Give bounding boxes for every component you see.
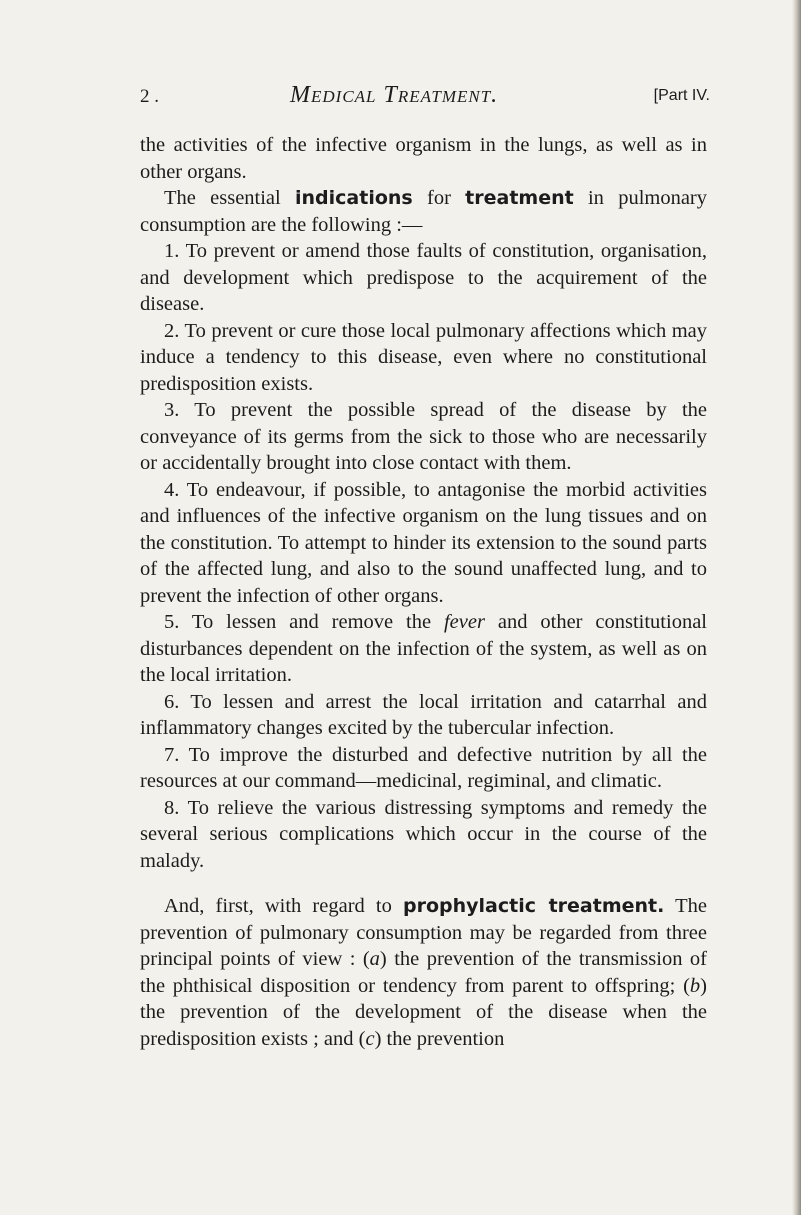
text-run: The essential: [164, 187, 295, 209]
list-item-7: 7. To improve the disturbed and defective nutrition by all the resources at our command—medicinal, regiminal, and climatic.: [140, 743, 707, 792]
bold-term-indications: indications: [295, 187, 413, 209]
text-run: in pulmonary consumption are the following :—: [140, 187, 708, 236]
body-text: [140, 132, 707, 1052]
text-run: ) the prevention of the transmission of the phthisical disposition or tendency from parent to offspring; (: [140, 948, 707, 997]
paragraph-prophylactic: [140, 893, 707, 1052]
running-header: [140, 82, 710, 112]
bold-term-treatment: treatment: [465, 187, 574, 209]
text-run: ) the prevention: [374, 1027, 505, 1050]
paragraph-indications: [140, 185, 707, 238]
list-item-2: 2. To prevent or cure those local pulmonary affections which may induce a tendency to this disease, even where no constitutional predisposition exists.: [140, 319, 707, 395]
part-label: [Part IV.: [653, 87, 710, 104]
page-number: 2 .: [140, 86, 159, 107]
text-run: 5. To lessen and remove the: [164, 611, 444, 633]
list-item-5: [140, 609, 707, 689]
text-run: for: [412, 187, 466, 209]
italic-letter-c: c: [365, 1027, 375, 1050]
bold-term-prophylactic: prophylactic treatment.: [402, 895, 665, 917]
italic-term-fever: fever: [443, 611, 485, 633]
italic-letter-b: b: [689, 974, 701, 997]
paragraph-continued: the activities of the infective organism in the lungs, as well as in other organs.: [140, 134, 707, 183]
page-edge-shadow: [792, 0, 801, 1215]
list-item-3: 3. To prevent the possible spread of the disease by the conveyance of its germs from the sick to those who are necessarily or accidentally brought into close contact with them.: [140, 399, 707, 474]
text-run: and other constitutional disturbances dependent on the infection of the system, as well as on the local irritation.: [140, 611, 707, 686]
italic-letter-a: a: [369, 948, 380, 970]
running-title: Medical Treatment.: [290, 82, 499, 108]
list-item-6: 6. To lessen and arrest the local irritation and catarrhal and inflammatory changes excited by the tubercular infection.: [140, 690, 707, 739]
text-run: The prevention of pulmonary consumption may be regarded from three principal points of view : (: [140, 895, 707, 970]
list-item-4: 4. To endeavour, if possible, to antagonise the morbid activities and influences of the infective organism on the lung tissues and on the constitution. To attempt to hinder its extension to the sound parts of the affected lung, and also to the sound unaffected lung, and to prevent the infection of other organs.: [140, 478, 707, 607]
list-item-1: 1. To prevent or amend those faults of constitution, organisation, and development which predispose to the acquirement of the disease.: [140, 240, 707, 315]
text-run: ) the prevention of the development of the disease when the predisposition exists ; and (: [140, 974, 707, 1050]
text-run: And, first, with regard to: [164, 895, 403, 917]
list-item-8: 8. To relieve the various distressing symptoms and remedy the several serious complications which occur in the course of the malady.: [140, 796, 707, 872]
